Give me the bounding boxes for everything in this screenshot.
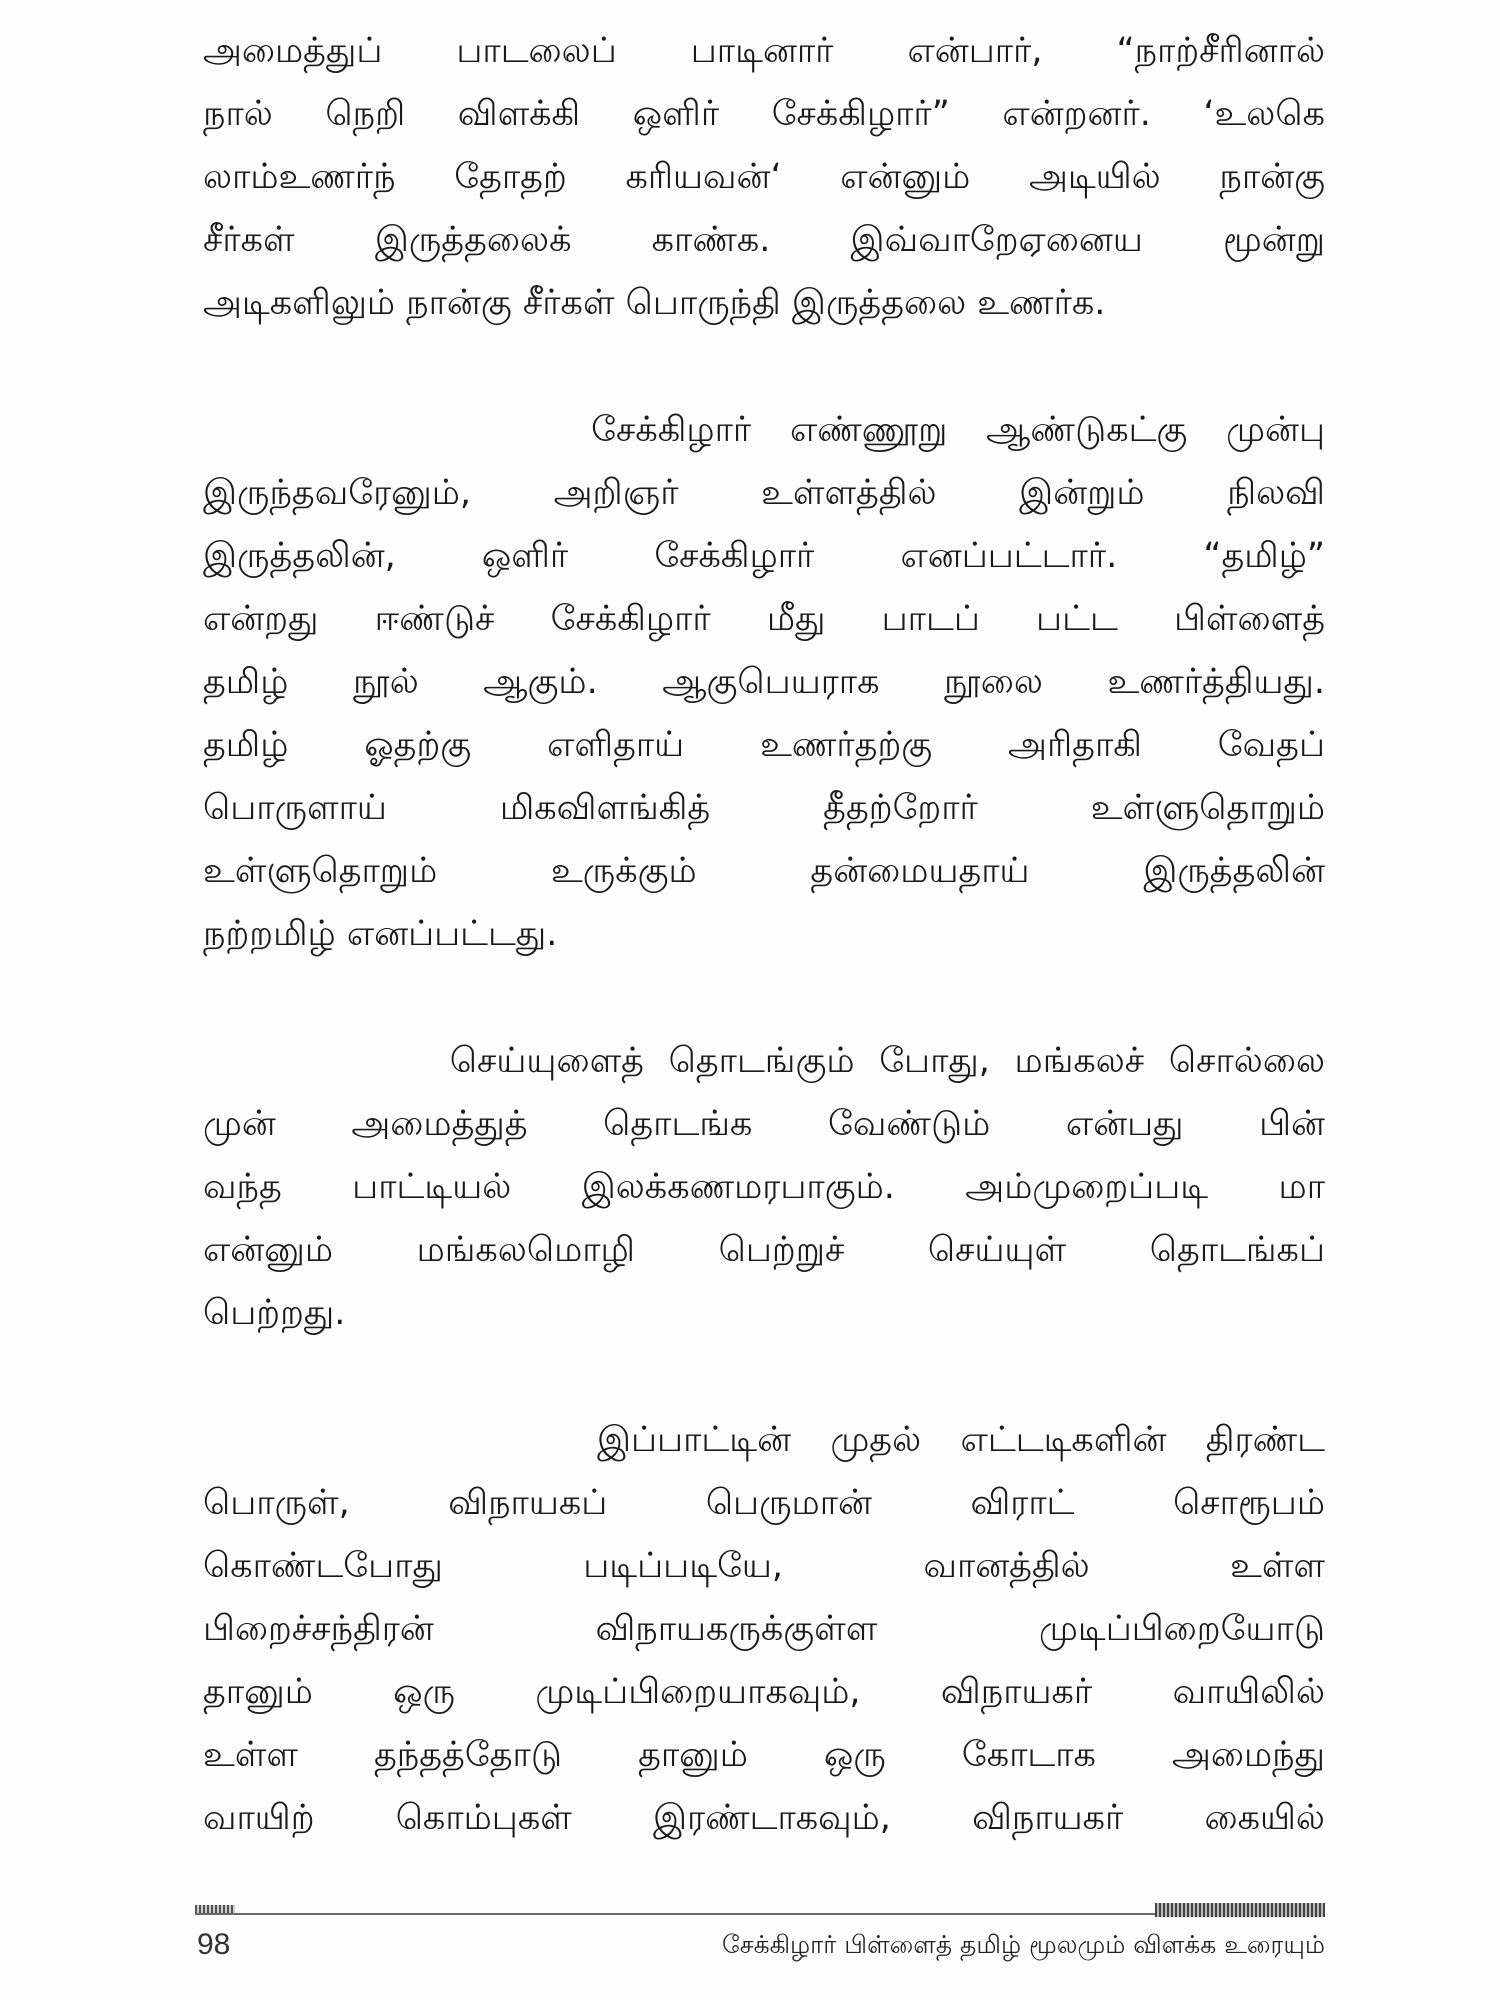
paragraph-3 <box>203 1030 1325 1345</box>
running-title: சேக்கிழார் பிள்ளைத் தமிழ் மூலமும் விளக்க உரையும் <box>721 1930 1325 1959</box>
text-line: செய்யுளைத் தொடங்கும் போது, மங்கலச் சொல்லை <box>203 1041 1325 1081</box>
text-line: இருத்தலின், ஒளிர் சேக்கிழார் எனப்பட்டார். “தமிழ்” <box>203 536 1325 576</box>
text-line: அடிகளிலும் நான்கு சீர்கள் பொருந்தி இருத்தலை உணர்க. <box>203 283 1106 323</box>
text-line: நால் நெறி விளக்கி ஒளிர் சேக்கிழார்” என்றனர். ‘உலகெ <box>203 94 1325 134</box>
text-line: முன் அமைத்துத் தொடங்க வேண்டும் என்பது பின் <box>203 1104 1325 1144</box>
body-text <box>203 20 1325 1914</box>
text-line: இப்பாட்டின் முதல் எட்டடிகளின் திரண்ட <box>203 1420 1325 1460</box>
text-line: தமிழ் ஓதற்கு எளிதாய் உணர்தற்கு அரிதாகி வேதப் <box>203 725 1325 765</box>
footer-rule-ornament-right <box>1155 1903 1325 1917</box>
paragraph-4 <box>203 1409 1325 1850</box>
text-line: பொருளாய் மிகவிளங்கித் தீதற்றோர் உள்ளுதொறும் <box>203 788 1325 828</box>
text-line: பிறைச்சந்திரன் விநாயகருக்குள்ள முடிப்பிறையோடு <box>203 1609 1325 1649</box>
text-line: இருந்தவரேனும், அறிஞர் உள்ளத்தில் இன்றும் நிலவி <box>203 473 1325 513</box>
text-line: என்றது ஈண்டுச் சேக்கிழார் மீது பாடப் பட்ட பிள்ளைத் <box>203 599 1325 639</box>
text-line: தானும் ஒரு முடிப்பிறையாகவும், விநாயகர் வாயிலில் <box>203 1672 1325 1712</box>
text-line: வந்த பாட்டியல் இலக்கணமரபாகும். அம்முறைப்படி மா <box>203 1167 1325 1207</box>
text-line: வாயிற் கொம்புகள் இரண்டாகவும், விநாயகர் கையில் <box>203 1798 1325 1838</box>
text-line: பொருள், விநாயகப் பெருமான் விராட் சொரூபம் <box>203 1483 1325 1523</box>
paragraph-1 <box>203 20 1325 335</box>
paragraph-2 <box>203 399 1325 966</box>
text-line: அமைத்துப் பாடலைப் பாடினார் என்பார், “நாற்சீரினால் <box>203 31 1325 71</box>
footer-rule-ornament-left <box>195 1905 235 1913</box>
text-line: பெற்றது. <box>203 1293 346 1333</box>
text-line: என்னும் மங்கலமொழி பெற்றுச் செய்யுள் தொடங்கப் <box>203 1230 1325 1270</box>
text-line: உள்ளுதொறும் உருக்கும் தன்மையதாய் இருத்தலின் <box>203 851 1325 891</box>
text-line: தமிழ் நூல் ஆகும். ஆகுபெயராக நூலை உணர்த்தியது. <box>203 662 1325 702</box>
text-line: சேக்கிழார் எண்ணூறு ஆண்டுகட்கு முன்பு <box>203 410 1325 450</box>
text-line: கொண்டபோது படிப்படியே, வானத்தில் உள்ள <box>203 1546 1325 1586</box>
footer-rule <box>195 1903 1325 1921</box>
text-line: உள்ள தந்தத்தோடு தானும் ஒரு கோடாக அமைந்து <box>203 1735 1325 1775</box>
text-line: சீர்கள் இருத்தலைக் காண்க. இவ்வாறேஏனைய மூன்று <box>203 220 1325 260</box>
page-number: 98 <box>197 1928 231 1961</box>
text-line: லாம்உணர்ந் தோதற் கரியவன்‘ என்னும் அடியில் நான்கு <box>203 157 1325 197</box>
text-line: நற்றமிழ் எனப்பட்டது. <box>203 914 558 954</box>
